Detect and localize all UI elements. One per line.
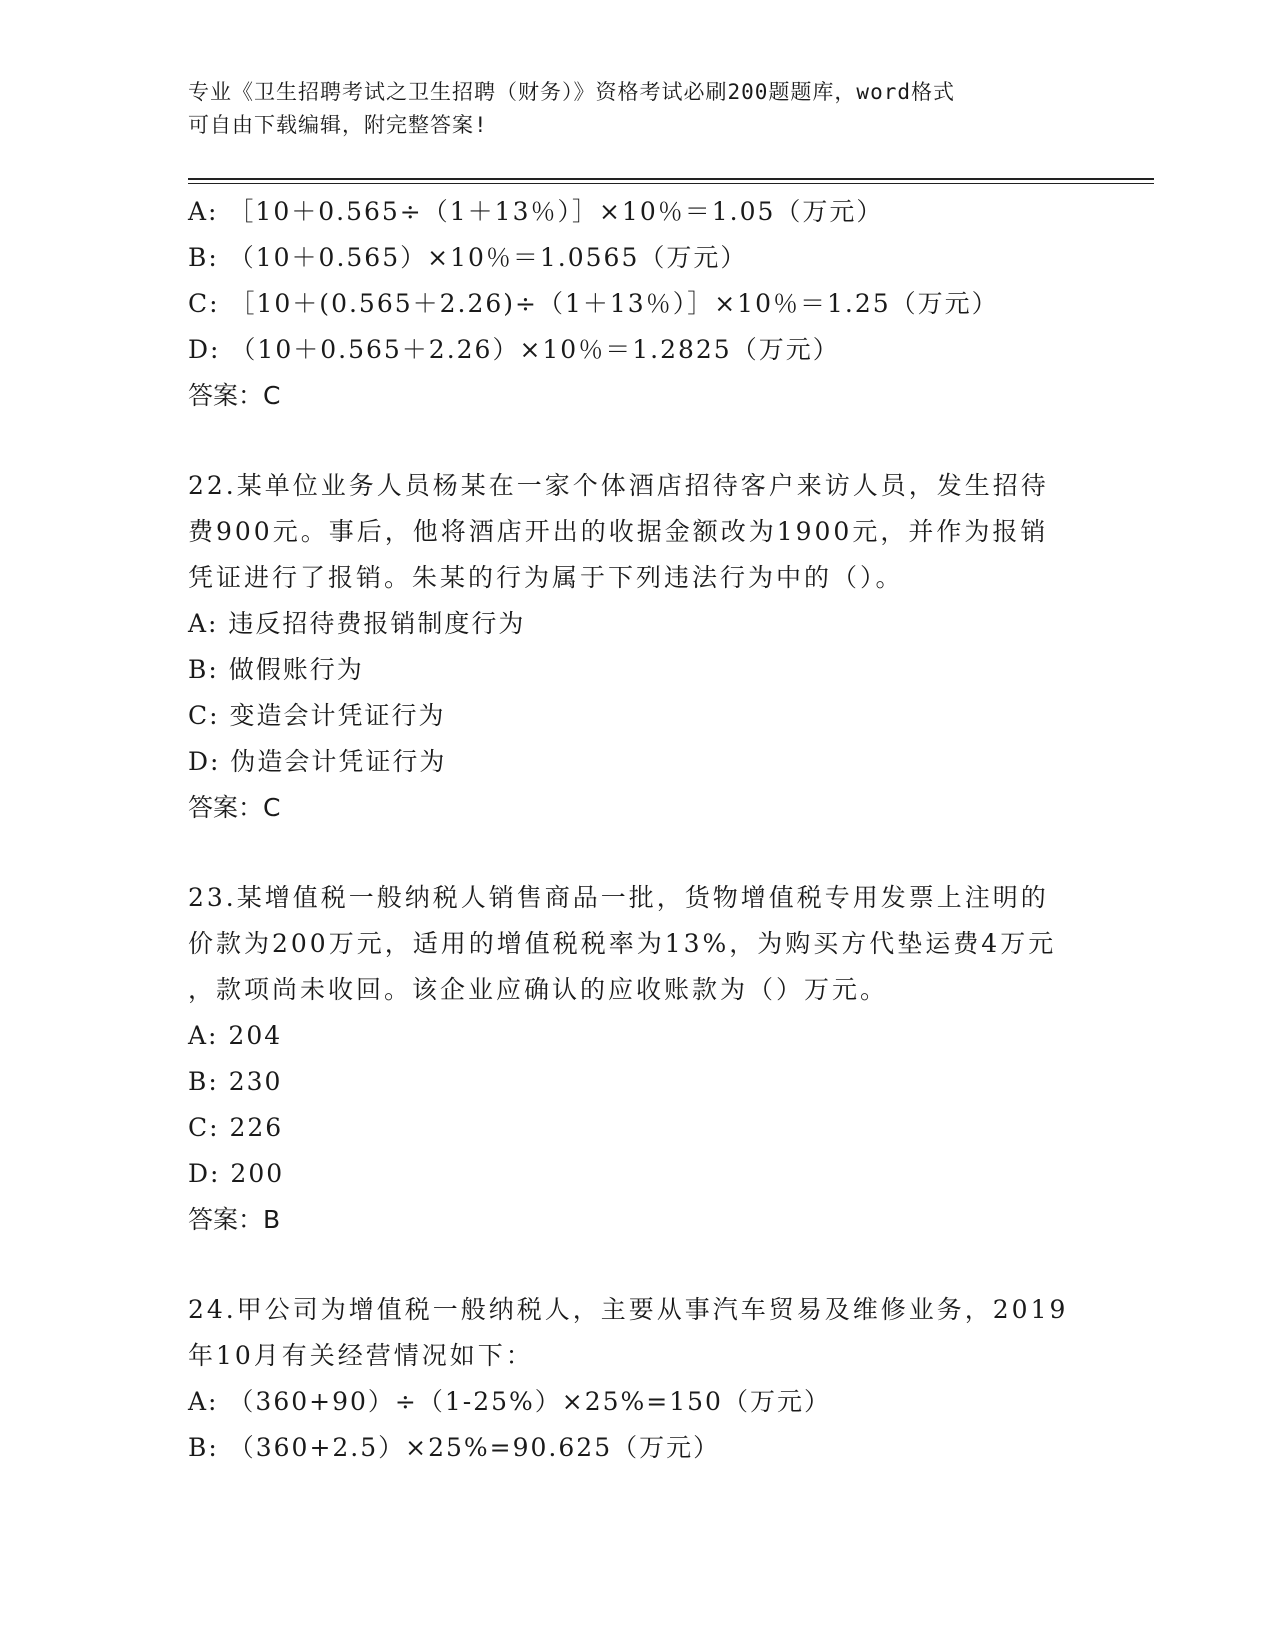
- question-stem-line: 23.某增值税一般纳税人销售商品一批，货物增值税专用发票上注明的: [188, 883, 1049, 912]
- option-c: C: ［10＋(0.565＋2.26)÷（1＋13％）］×10％＝1.25（万元）: [188, 289, 999, 318]
- header-divider-thin: [188, 183, 1154, 184]
- question-23: [188, 875, 1108, 1243]
- question-stem-line: 价款为200万元，适用的增值税税率为13%，为购买方代垫运费4万元: [188, 929, 1057, 958]
- option-a: A: 204: [188, 1021, 283, 1050]
- header-line-2: 可自由下载编辑，附完整答案!: [188, 113, 488, 137]
- option-b: B: 230: [188, 1067, 283, 1096]
- question-21-continued: [188, 189, 1108, 419]
- option-a: A: ［10＋0.565÷（1＋13％）］×10％＝1.05（万元）: [188, 197, 884, 226]
- question-stem-line: 费900元。事后，他将酒店开出的收据金额改为1900元，并作为报销: [188, 517, 1049, 546]
- answer-line: 答案：C: [188, 381, 281, 410]
- option-b: B: （360+2.5）×25%=90.625（万元）: [188, 1433, 721, 1462]
- option-c: C: 226: [188, 1113, 284, 1142]
- document-header: [188, 76, 1088, 142]
- option-d: D: 伪造会计凭证行为: [188, 747, 447, 776]
- question-stem-line: 24.甲公司为增值税一般纳税人，主要从事汽车贸易及维修业务，2019: [188, 1295, 1069, 1324]
- question-stem-line: 22.某单位业务人员杨某在一家个体酒店招待客户来访人员，发生招待: [188, 471, 1049, 500]
- question-stem-line: 年10月有关经营情况如下：: [188, 1341, 534, 1370]
- question-content: [188, 189, 1108, 1471]
- option-c: C: 变造会计凭证行为: [188, 701, 446, 730]
- header-divider-thick: [188, 178, 1154, 180]
- question-stem-line: ，款项尚未收回。该企业应确认的应收账款为（）万元。: [188, 975, 889, 1004]
- option-d: D: （10＋0.565＋2.26）×10％＝1.2825（万元）: [188, 335, 840, 364]
- option-b: B: （10＋0.565）×10％＝1.0565（万元）: [188, 243, 748, 272]
- question-24: [188, 1287, 1108, 1471]
- header-line-1: 专业《卫生招聘考试之卫生招聘（财务）》资格考试必刷200题题库，word格式: [188, 80, 955, 104]
- option-a: A: 违反招待费报销制度行为: [188, 609, 526, 638]
- option-d: D: 200: [188, 1159, 285, 1188]
- answer-line: 答案：B: [188, 1205, 281, 1234]
- question-stem-line: 凭证进行了报销。朱某的行为属于下列违法行为中的（）。: [188, 563, 904, 592]
- option-a: A: （360+90）÷（1-25%）×25%=150（万元）: [188, 1387, 831, 1416]
- answer-line: 答案：C: [188, 793, 281, 822]
- option-b: B: 做假账行为: [188, 655, 364, 684]
- question-22: [188, 463, 1108, 831]
